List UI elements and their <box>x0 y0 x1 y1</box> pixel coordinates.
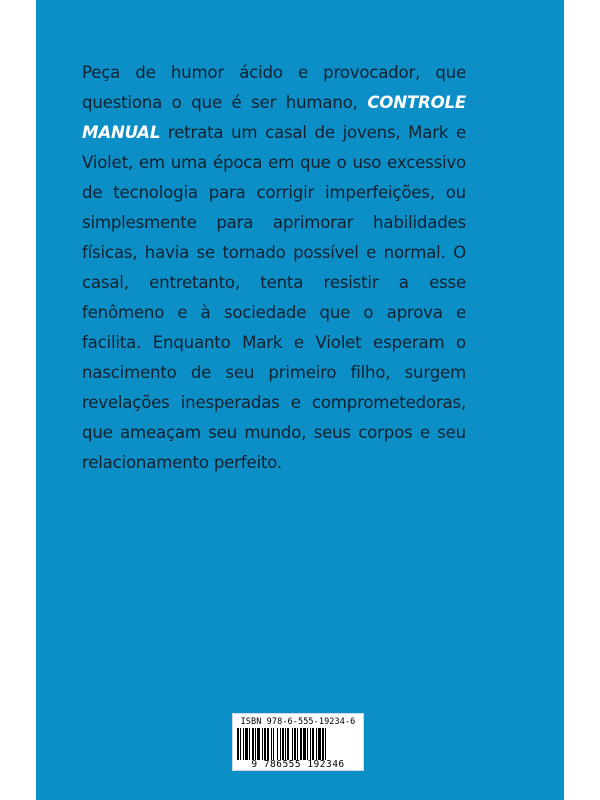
barcode-stripe <box>294 728 296 760</box>
barcode-stripe <box>307 728 308 760</box>
synopsis-intro: Peça de humor ácido e provocador, que questiona o que é ser humano, <box>82 63 466 112</box>
isbn-barcode <box>232 713 364 771</box>
barcode-stripe <box>297 728 298 760</box>
barcode-stripe <box>287 728 289 760</box>
barcode-stripe <box>240 728 241 760</box>
barcode-stripe <box>312 728 314 760</box>
barcode-stripe <box>252 728 254 760</box>
barcode-stripe <box>243 728 244 760</box>
barcode-stripe <box>310 728 311 760</box>
barcode-stripe <box>273 728 274 760</box>
barcode-stripe <box>316 728 317 760</box>
barcode-stripe <box>262 728 263 760</box>
synopsis-text <box>82 58 466 478</box>
barcode-stripe <box>285 728 286 760</box>
barcode-digits: 9 786555 192346 <box>251 759 345 770</box>
barcode-stripe <box>303 728 306 760</box>
barcode-stripe <box>322 728 324 760</box>
barcode-stripe <box>255 728 256 760</box>
barcode-stripe <box>292 728 293 760</box>
book-title: CONTROLE MANUAL <box>82 93 466 142</box>
barcode-stripe <box>245 728 248 760</box>
barcode-stripe <box>257 728 260 760</box>
barcode-stripe <box>271 728 272 760</box>
barcode-stripe <box>249 728 250 760</box>
barcode-stripe <box>280 728 281 760</box>
barcode-stripe <box>300 728 302 760</box>
barcode-stripe <box>264 728 266 760</box>
barcode-stripe <box>325 728 326 760</box>
isbn-label: ISBN 978-6-555-19234-6 <box>240 717 356 727</box>
synopsis-body: retrata um casal de jovens, Mark e Violet, em uma época em que o uso excessivo de tecnologia para corrigir imperfeições, ou simplesmente para aprimorar habilidades físicas, havia se tornado possível e normal. O casal, entretanto, tenta resistir a esse fenômeno e à sociedade que o aprova e facilita. Enquanto Mark e Violet esperam o nascimento de seu primeiro filho, surgem revelações inesperadas e comprometedoras, que ameaçam seu mundo, seus corpos e seu relacionamento perfeito. <box>82 123 466 472</box>
barcode-stripe <box>318 728 321 760</box>
barcode-stripe <box>267 728 269 760</box>
barcode-bars <box>237 728 359 760</box>
barcode-stripe <box>237 728 239 760</box>
barcode-stripe <box>277 728 278 760</box>
barcode-stripe <box>282 728 284 760</box>
